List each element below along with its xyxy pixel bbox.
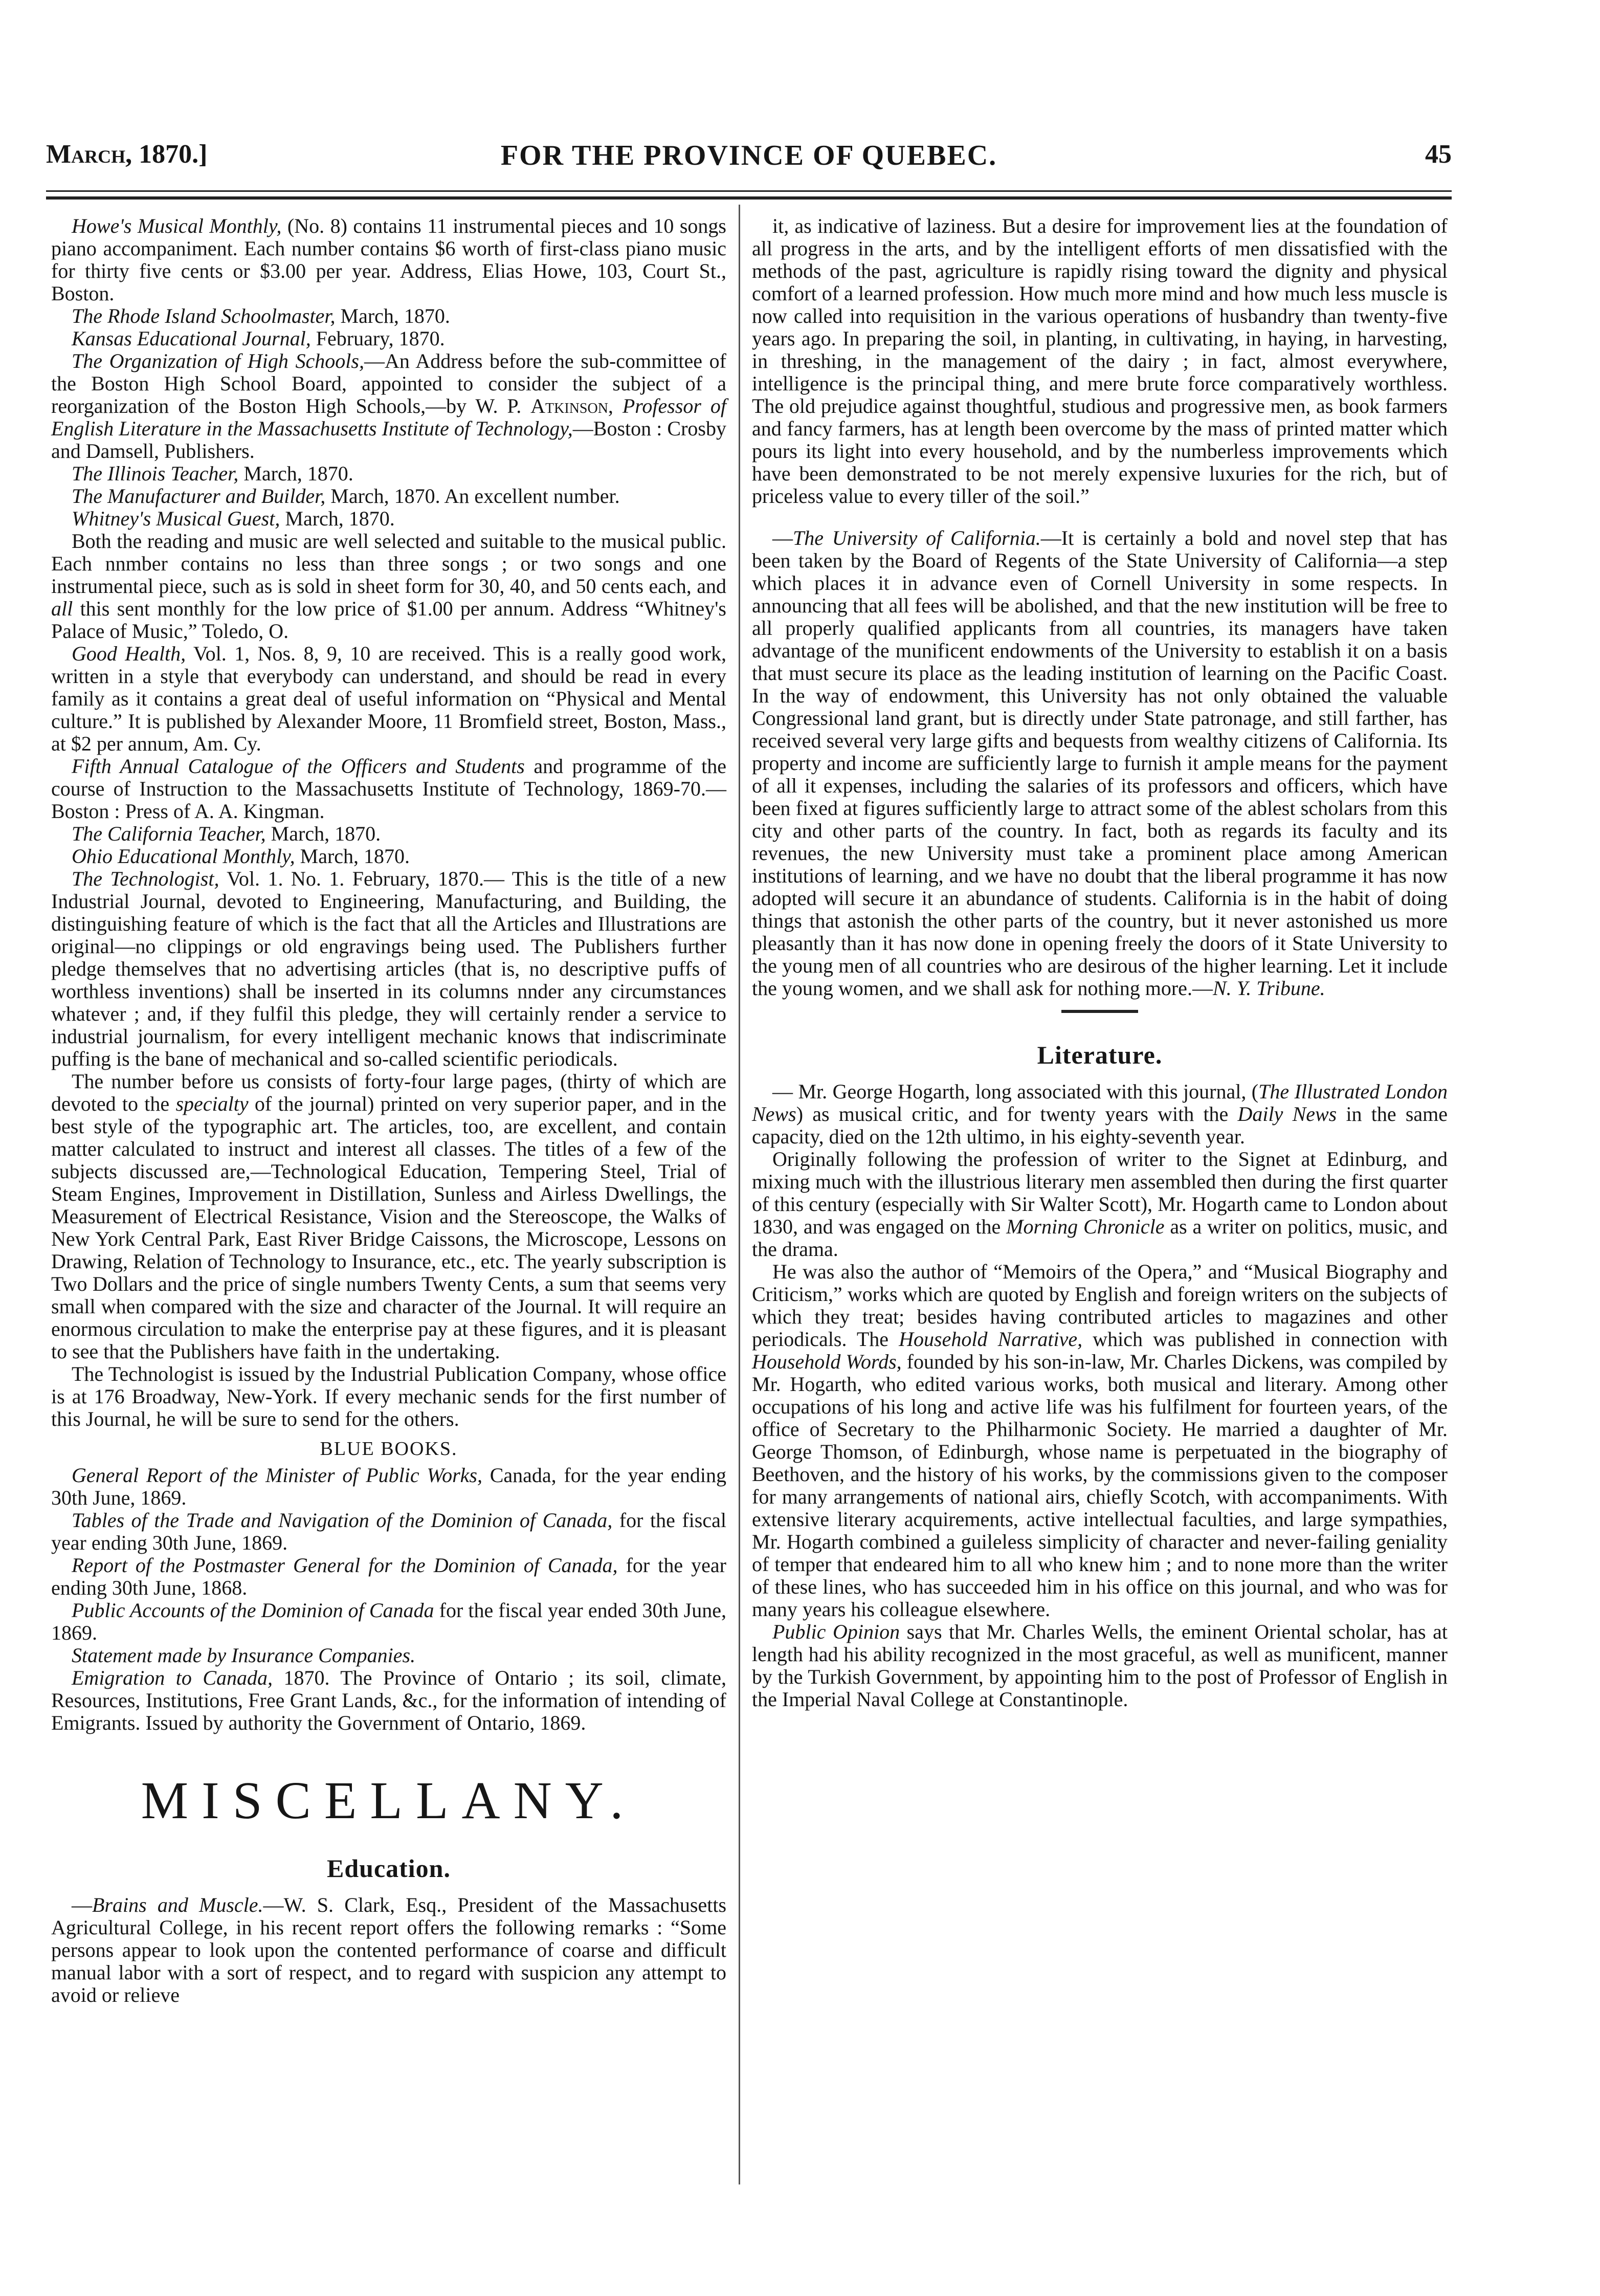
publication-title: FOR THE PROVINCE OF QUEBEC. xyxy=(500,140,997,171)
notice-item: The California Teacher, March, 1870. xyxy=(72,822,381,845)
notice-item: The number before us consists of forty-four large pages, (thirty of which are devoted to the specialty of the journal) printed on very superior paper, and in the best style of the typographic art. The articles, too, are excellent, and contain matter calculated to instruct and interest all classes. The titles of a few of the subjects discussed are,—Technological Education, Tempering Steel, Trial of Steam Engines, Improvement in Distillation, Sunless and Airless Dwellings, the Measurement of Electrical Resistance, Vision and the Stereoscope, the Walks of New York Central Park, East River Bridge Caissons, the Microscope, Lessons on Drawing, Relation of Technology to Insurance, etc., etc. The yearly subscription is Two Dollars and the price of single numbers Twenty Cents, a sum that seems very small when compared with the size and character of the Journal. It will require an enormous circulation to make the enterprise pay at these figures, and it is pleasant to see that the Publishers have faith in the undertaking. xyxy=(51,1070,727,1363)
blue-books-heading: BLUE BOOKS. xyxy=(320,1438,458,1460)
notice-item: Kansas Educational Journal, February, 1870. xyxy=(72,327,445,350)
notice-item: The Technologist is issued by the Industrial Publication Company, whose office is at 176 Broadway, New-York. If every mechanic sends for the first number of this Journal, he will be sure to send for the others. xyxy=(51,1362,726,1430)
notice-item: The Organization of High Schools,—An Address before the sub-committee of the Boston High School Board, appointed to consider the subject of a reorganization of the Boston High Schools,—by W. P. Atkinson, Professor of English Literature in the Massachusetts Institute of Technology,—Boston : Crosby and Damsell, Publishers. xyxy=(51,349,727,462)
literature-paragraph: He was also the author of “Memoirs of the Opera,” and “Musical Biography and Criticism,” works which are quoted by English and foreign writers on the subjects of which they treat; besides having contributed articles to magazines and other periodicals. The Household Narrative, which was published in connection with Household Words, founded by his son-in-law, Mr. Charles Dickens, was compiled by Mr. Hogarth, who edited various works, both musical and literary. Among other occupations of his long and active life was his fulfilment for fourteen years, of the office of Secretary to the Philharmonic Society. He married a daughter of Mr. George Thomson, of Edinburgh, whose name is perpetuated in the biography of Beethoven, and the history of his works, by the commissions given to the composer for many arrangements of national airs, chiefly Scotch, with accompaniments. With extensive literary acquirements, active intellectual faculties, and large sympathies, Mr. Hogarth combined a guileless simplicity of character and never-failing geniality of temper that endeared him to all who knew him ; and to none more than the writer of these lines, who has succeeded him in his office on this journal, and who was for many years his colleague elsewhere. xyxy=(752,1260,1448,1621)
blue-book-item: Statement made by Insurance Companies. xyxy=(72,1644,416,1667)
california-article: —The University of California.—It is certainly a bold and novel step that has been taken by the Board of Regents of the State University of California—a step which places it in advance even of Cornell University in some respects. In announcing that all fees will be abolished, and that the new institution will be free to all properly qualified applicants from all countries, its managers have taken advantage of the munificent endowments of the University to establish it on a basis that must secure its place as the leading institution of learning on the Pacific Coast. In the way of endowment, this University has not only obtained the valuable Congressional land grant, but is directly under State patronage, and still farther, has received several very large gifts and bequests from wealthy citizens of California. Its property and income are sufficiently large to furnish it ample means for the payment of all it expenses, including the salaries of its professors and officers, which have been fixed at figures sufficiently large to attract some of the ablest scholars from this city and other parts of the country. In fact, both as regards its faculty and its revenues, the new University must take a prominent place among American institutions of learning, and we have no doubt that the liberal programme it has now adopted will secure it an abundance of students. California is in the habit of doing things that astonish the other parts of the country, but it never astonished us more pleasantly than it has now done in opening freely the doors of it State University to the young men of all countries who are desirous of the higher learning. Let it include the young women, and we shall ask for nothing more.—N. Y. Tribune. xyxy=(752,526,1448,1000)
notice-item: The Illinois Teacher, March, 1870. xyxy=(72,462,353,485)
literature-paragraph: Public Opinion says that Mr. Charles Wells, the eminent Oriental scholar, has at length had his ability recognized in the most graceful, as well as munificent, manner by the Turkish Government, by appointing him to the post of Professor of English in the Imperial Naval College at Constantinople. xyxy=(752,1620,1448,1711)
education-heading: Education. xyxy=(326,1854,451,1883)
notice-item: Both the reading and music are well selected and suitable to the musical public. Each nnmber contains no less than three songs ; or two songs and one instrumental piece, such as is sold in sheet form for 30, 40, and 50 cents each, and all this sent monthly for the low price of $1.00 per annum. Address “Whitney's Palace of Music,” Toledo, O. xyxy=(51,529,726,643)
literature-paragraph: Originally following the profession of writer to the Signet at Edinburg, and mixing much with the illustrious literary men assembled then during the first quarter of this century (especially with Sir Walter Scott), Mr. Hogarth came to London about 1830, and was engaged on the Morning Chronicle as a writer on politics, music, and the drama. xyxy=(752,1147,1448,1261)
education-article: —Brains and Muscle.—W. S. Clark, Esq., President of the Massachusetts Agricultural College, in his recent report offers the following remarks : “Some persons appear to look upon the contented performance of coarse and difficult manual labor with a sort of respect, and to regard with suspicion any attempt to avoid or relieve xyxy=(51,1893,727,2006)
miscellany-heading: MISCELLANY. xyxy=(141,1771,637,1830)
blue-book-item: General Report of the Minister of Public Works, Canada, for the year ending 30th June, 1869. xyxy=(51,1464,726,1509)
literature-heading: Literature. xyxy=(1037,1041,1163,1069)
notice-item: The Technologist, Vol. 1. No. 1. February, 1870.— This is the title of a new Industrial Journal, devoted to Engineering, Manufacturing, and Building, the distinguishing feature of which is the fact that all the Articles and Illustrations are original—no clippings or old engravings being used. The Publishers further pledge themselves that no advertising articles (that is, no descriptive puffs of worthless inventions) shall be inserted in its columns nnder any circumstances whatever ; and, if they fulfil this pledge, they will certainly render a service to industrial journalism, for every intelligent mechanic knows that indiscriminate puffing is the bane of mechanical and so-called scientific periodicals. xyxy=(51,867,726,1070)
blue-book-item: Report of the Postmaster General for the Dominion of Canada, for the year ending 30th June, 1868. xyxy=(51,1554,726,1599)
blue-book-item: Emigration to Canada, 1870. The Province of Ontario ; its soil, climate, Resources, Institutions, Free Grant Lands, &c., for the information of intending of Emigrants. Issued by authority the Government of Ontario, 1869. xyxy=(51,1666,726,1734)
blue-book-item: Public Accounts of the Dominion of Canada for the fiscal year ended 30th June, 1869. xyxy=(51,1599,726,1644)
blue-books-list xyxy=(51,1464,726,1734)
header-rule-thin xyxy=(46,190,1452,192)
running-head xyxy=(46,139,1452,180)
notice-item: Howe's Musical Monthly, (No. 8) contains 11 instrumental pieces and 10 songs piano accompaniment. Each number contains $6 worth of first-class piano music for thirty five cents or $3.00 per year. Address, Elias Howe, 103, Court St., Boston. xyxy=(51,214,727,305)
notice-item: Good Health, Vol. 1, Nos. 8, 9, 10 are received. This is a really good work, written in a style that everybody can understand, and should be read in every family as it contains a great deal of useful information on “Physical and Mental culture.” It is published by Alexander Moore, 11 Bromfield street, Boston, Mass., at $2 per annum, Am. Cy. xyxy=(51,642,727,755)
notice-item: The Manufacturer and Builder, March, 1870. An excellent number. xyxy=(72,484,620,507)
right-column xyxy=(752,215,1448,1711)
literature-paragraph: — Mr. George Hogarth, long associated with this journal, (The Illustrated London News) as musical critic, and for twenty years with the Daily News in the same capacity, died on the 12th ultimo, in his eighty-seventh year. xyxy=(752,1080,1448,1148)
notice-item: Ohio Educational Monthly, March, 1870. xyxy=(72,845,410,868)
issue-date: March, 1870.] xyxy=(46,140,208,169)
column-divider xyxy=(739,205,740,2184)
blue-book-item: Tables of the Trade and Navigation of the Dominion of Canada, for the fiscal year ending 30th June, 1869. xyxy=(51,1509,726,1554)
left-column xyxy=(51,215,726,2006)
page-number: 45 xyxy=(1425,140,1452,169)
notice-item: Fifth Annual Catalogue of the Officers and Students and programme of the course of Instruction to the Massachusetts Institute of Technology, 1869-70.—Boston : Press of A. A. Kingman. xyxy=(51,755,726,823)
notices-list xyxy=(51,215,726,1430)
header-rule-thick xyxy=(46,196,1452,200)
education-article-continued: it, as indicative of laziness. But a desire for improvement lies at the foundation of all progress in the arts, and by the intelligent efforts of men dissatisfied with the methods of the past, agriculture is rapidly rising toward the dignity and physical comfort of a learned profession. How much more mind and how much less muscle is now called into requisition in the various operations of husbandry than twenty-five years ago. In preparing the soil, in planting, in cultivating, in haying, in harvesting, in threshing, in the management of the dairy ; in fact, almost everywhere, intelligence is the principal thing, and mere brute force comparatively worthless. The old prejudice against thoughtful, studious and progressive men, as book farmers and fancy farmers, has at length been overcome by the mass of printed matter which pours its light into every household, and by the numberless improvements which have been demonstrated to be not merely expensive luxuries for the rich, but of priceless value to every tiller of the soil.” xyxy=(752,214,1448,507)
section-divider xyxy=(1061,1010,1138,1013)
notice-item: Whitney's Musical Guest, March, 1870. xyxy=(72,507,395,530)
notice-item: The Rhode Island Schoolmaster, March, 1870. xyxy=(72,304,450,327)
